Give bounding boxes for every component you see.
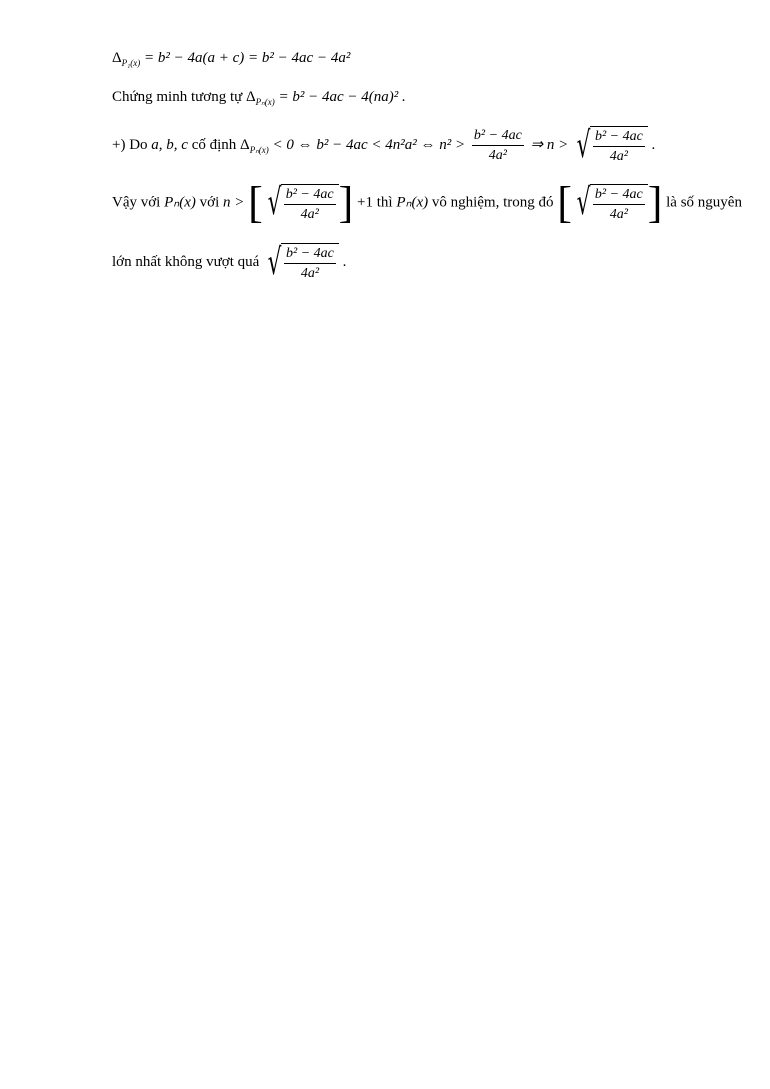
equation-line-2 [112, 89, 406, 108]
text: Chứng minh tương tự [112, 89, 243, 105]
radical-sign: √ [576, 124, 591, 166]
text: với [199, 194, 220, 211]
text: lớn nhất không vượt quá [112, 253, 260, 270]
radical-sign: √ [267, 241, 282, 283]
expression: ⇒ n > [530, 136, 569, 153]
fraction-numerator: b² − 4ac [593, 186, 645, 205]
fraction [593, 128, 645, 165]
text: cố định [191, 136, 237, 153]
fraction-numerator: b² − 4ac [284, 245, 336, 264]
fraction-numerator: b² − 4ac [284, 186, 336, 205]
delta-subscript: Pₙ(x) [249, 144, 269, 155]
equation-line-5 [112, 243, 346, 282]
fraction [472, 127, 524, 164]
expression: < 0 ⇔ b² − 4ac < 4n²a² ⇔ n² > [272, 136, 466, 153]
fraction-numerator: b² − 4ac [593, 128, 645, 147]
equation-line-4 [112, 178, 742, 227]
fraction-numerator: b² − 4ac [472, 127, 524, 146]
fraction [593, 186, 645, 223]
square-root [572, 184, 648, 223]
delta-subscript: Pₙ(x) [255, 97, 275, 107]
expression: = b² − 4a(a + c) = b² − 4ac − 4a² [144, 50, 351, 66]
fraction [284, 245, 336, 282]
text: +) Do [112, 136, 148, 153]
expression: = b² − 4ac − 4(na)² . [278, 89, 406, 105]
period: . [651, 136, 656, 153]
right-bracket: ] [647, 178, 663, 227]
radical-sign: √ [576, 182, 591, 223]
radical-sign: √ [267, 182, 282, 223]
square-root [263, 184, 339, 223]
fraction-denominator: 4a² [300, 206, 319, 222]
left-bracket: [ [557, 178, 572, 227]
fraction-denominator: 4a² [609, 206, 628, 222]
delta-symbol: Δ [246, 89, 256, 105]
expression: n > [223, 194, 245, 211]
fraction [284, 186, 336, 223]
equation-line-3 [112, 126, 655, 165]
plus-one: +1 [357, 194, 373, 211]
right-bracket: ] [338, 178, 354, 227]
delta-symbol: Δ [240, 136, 250, 153]
variables: a, b, c [151, 136, 188, 153]
text: vô nghiệm, trong đó [431, 194, 554, 211]
equation-line-1 [112, 50, 350, 68]
fraction-denominator: 4a² [300, 266, 320, 281]
delta-subscript: P₁(x) [121, 58, 141, 68]
text: thì [376, 194, 393, 211]
fraction-denominator: 4a² [609, 149, 628, 164]
period: . [342, 253, 347, 270]
polynomial: Pₙ(x) [396, 194, 429, 211]
text: Vậy với [112, 194, 161, 211]
delta-symbol: Δ [112, 50, 122, 66]
polynomial: Pₙ(x) [164, 194, 196, 211]
left-bracket: [ [248, 178, 263, 227]
text: là số nguyên [666, 194, 742, 211]
fraction-denominator: 4a² [488, 148, 507, 163]
square-root [572, 126, 648, 165]
square-root [263, 243, 339, 282]
